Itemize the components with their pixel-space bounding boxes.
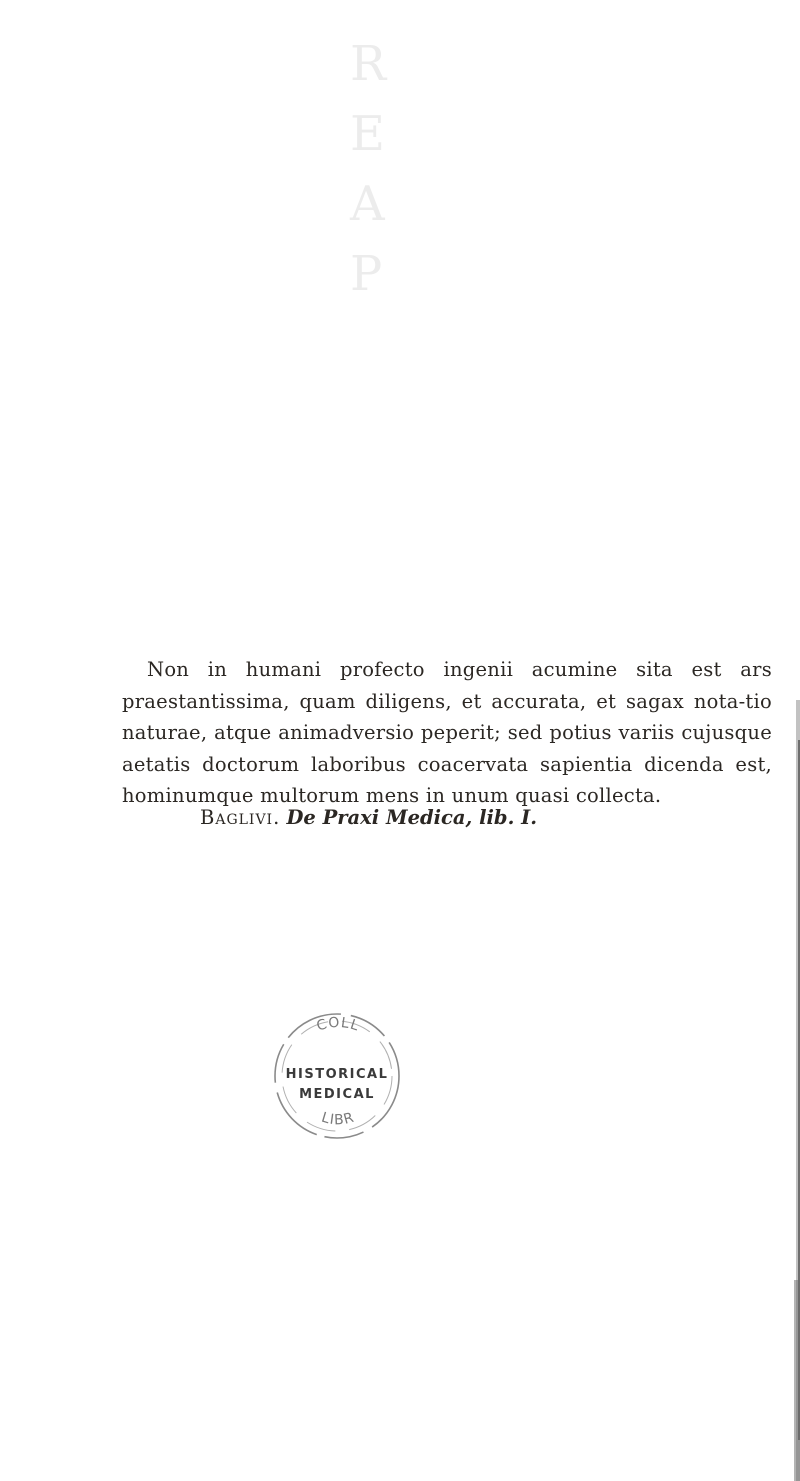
epigraph-quote: Non in humani profecto ingenii acumine sita est ars praestantissima, quam diligens, et accurata, et sagax nota-tio naturae, atque animadversio peperit; sed potius variis cujusque aetatis doctorum laboribus coacervata sapientia dicenda est, hominumque multorum mens in unum quasi collecta. (122, 658, 772, 807)
verso-bleed-through (330, 20, 490, 380)
stamp-arc-top: COLL (314, 1014, 362, 1035)
stamp-line-1: HISTORICAL (285, 1067, 389, 1082)
svg-text:P: P (350, 246, 383, 302)
library-stamp (266, 1005, 408, 1147)
stamp-arc-bottom: LIBR (319, 1109, 357, 1129)
svg-text:E: E (350, 106, 386, 162)
svg-text:A: A (350, 176, 385, 232)
page-edge-shadow (786, 0, 800, 1481)
epigraph-attribution (200, 806, 760, 836)
attribution-author: Baglivi. (200, 806, 281, 829)
attribution-work: De Praxi Medica, lib. I. (286, 806, 538, 829)
svg-text:R: R (350, 36, 387, 92)
stamp-line-2: MEDICAL (299, 1087, 375, 1102)
